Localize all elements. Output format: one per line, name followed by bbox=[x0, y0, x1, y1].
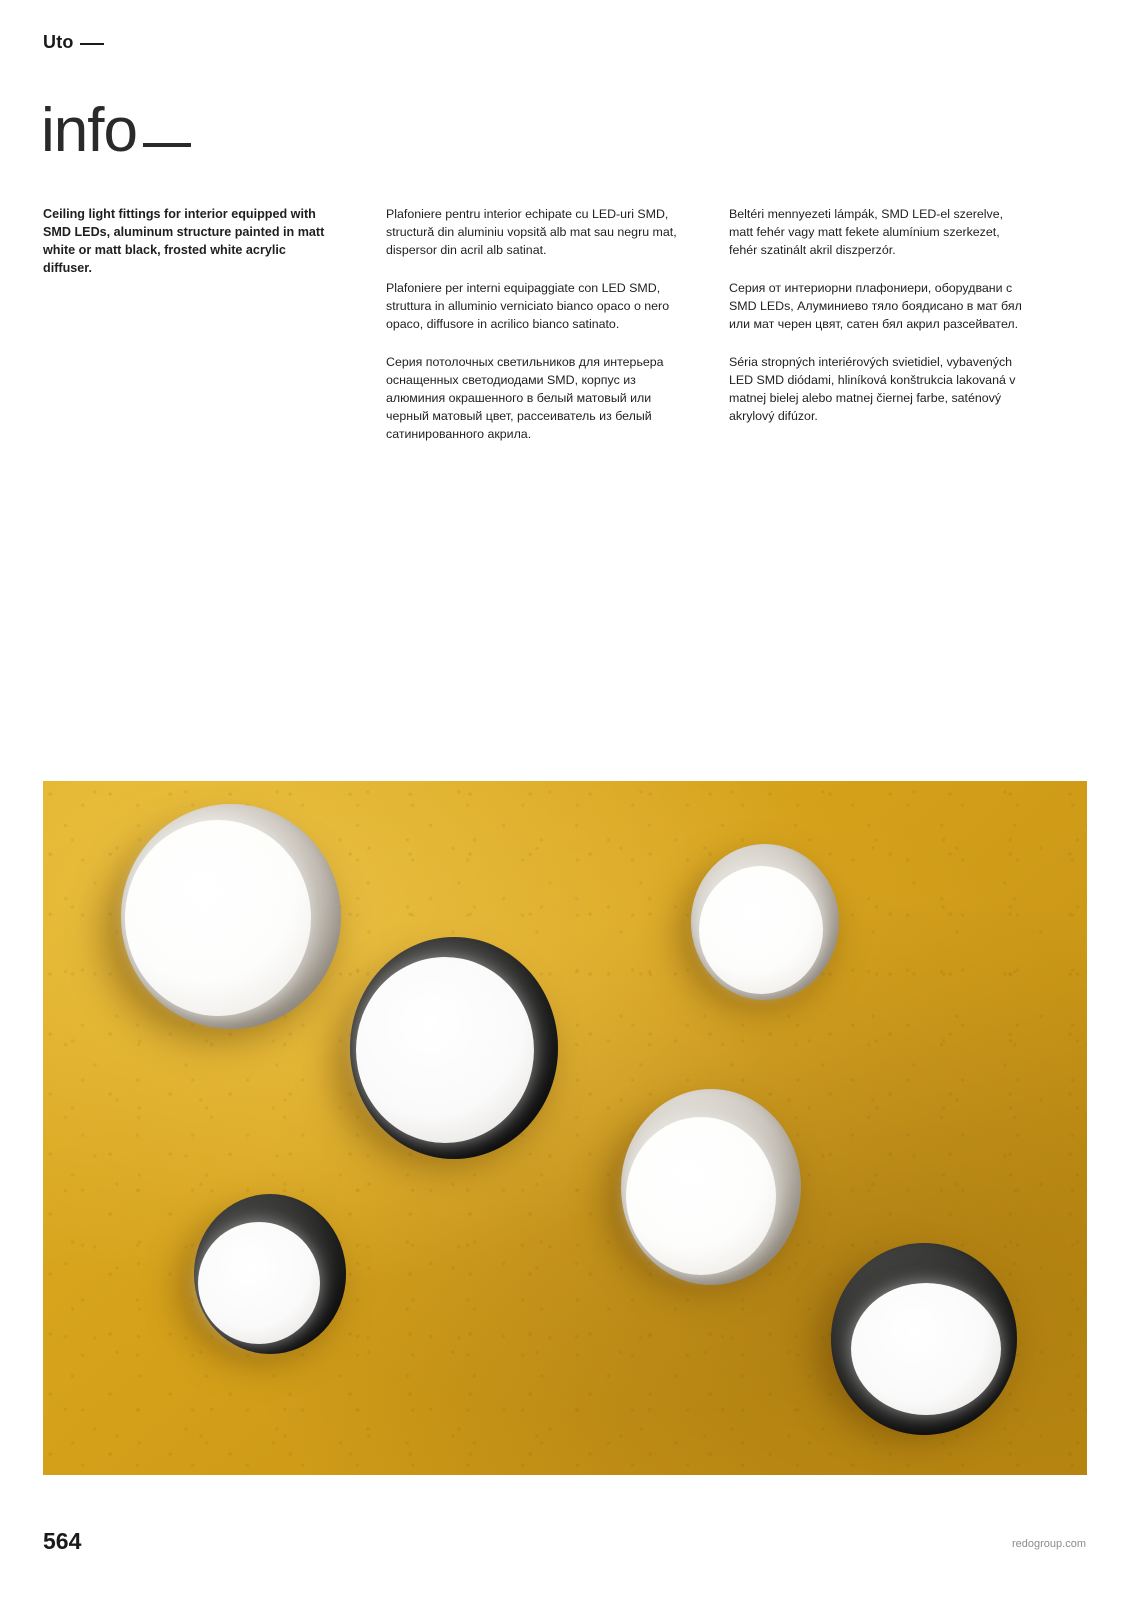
description-paragraph: Серия потолочных светильников для интерьера оснащенных светодиодами SMD, корпус из алюминия окрашенного в белый матовый или черный матовый цвет, рассеиватель из белый сатинированного акрила. bbox=[386, 354, 664, 441]
lamp-diffuser bbox=[356, 957, 534, 1143]
lamp-white-medium-center-right bbox=[621, 1089, 801, 1285]
lamp-black-large-center bbox=[350, 937, 558, 1159]
description-column-ro-it-ru bbox=[386, 206, 729, 464]
description-paragraph: Ceiling light fittings for interior equipped with SMD LEDs, aluminum structure painted in matt white or matt black, frosted white acrylic diffuser. bbox=[43, 207, 325, 275]
lamp-white-small-top-right bbox=[691, 844, 839, 1000]
description-paragraph: Серия от интериорни плафониери, оборудвани с SMD LEDs, Алуминиево тяло боядисано в мат бял или мат черен цвят, сатен бял акрил разсейвател. bbox=[729, 280, 1022, 331]
page-title-text: info bbox=[41, 96, 137, 165]
lamp-diffuser bbox=[626, 1117, 776, 1275]
description-column-en bbox=[43, 206, 386, 464]
lamp-diffuser bbox=[125, 820, 311, 1016]
lamp-diffuser bbox=[198, 1222, 320, 1344]
lamp-black-small-bottom-left bbox=[194, 1194, 346, 1354]
brand-text: Uto bbox=[43, 32, 74, 52]
title-underline-rule bbox=[143, 143, 191, 147]
description-paragraph: Plafoniere per interni equipaggiate con LED SMD, struttura in alluminio verniciato bianco opaco o nero opaco, diffusore in acrilico bianco satinato. bbox=[386, 280, 670, 331]
page-title bbox=[41, 96, 191, 165]
brand-underline-rule bbox=[80, 43, 104, 45]
lamp-white-large-top-left bbox=[121, 804, 341, 1029]
lamp-diffuser bbox=[699, 866, 823, 994]
lamp-black-medium-bottom-right bbox=[831, 1243, 1017, 1435]
description-column-hu-bg-sk bbox=[729, 206, 1072, 464]
lamp-diffuser bbox=[851, 1283, 1001, 1415]
brand-label bbox=[43, 32, 104, 53]
description-columns bbox=[43, 206, 1073, 464]
description-paragraph: Séria stropných interiérových svietidiel, vybavených LED SMD diódami, hliníková konštrukcia lakovaná v matnej bielej alebo matnej čiernej farbe, saténový akrylový difúzor. bbox=[729, 354, 1016, 423]
page-number: 564 bbox=[43, 1528, 82, 1554]
website-url: redogroup.com bbox=[1012, 1538, 1086, 1550]
product-photo bbox=[43, 781, 1087, 1475]
description-paragraph: Plafoniere pentru interior echipate cu LED-uri SMD, structură din aluminiu vopsită alb mat sau negru mat, dispersor din acril alb satinat. bbox=[386, 207, 677, 257]
description-paragraph: Beltéri mennyezeti lámpák, SMD LED-el szerelve, matt fehér vagy matt fekete alumínium szerkezet, fehér szatinált akril diszperzór. bbox=[729, 207, 1004, 257]
